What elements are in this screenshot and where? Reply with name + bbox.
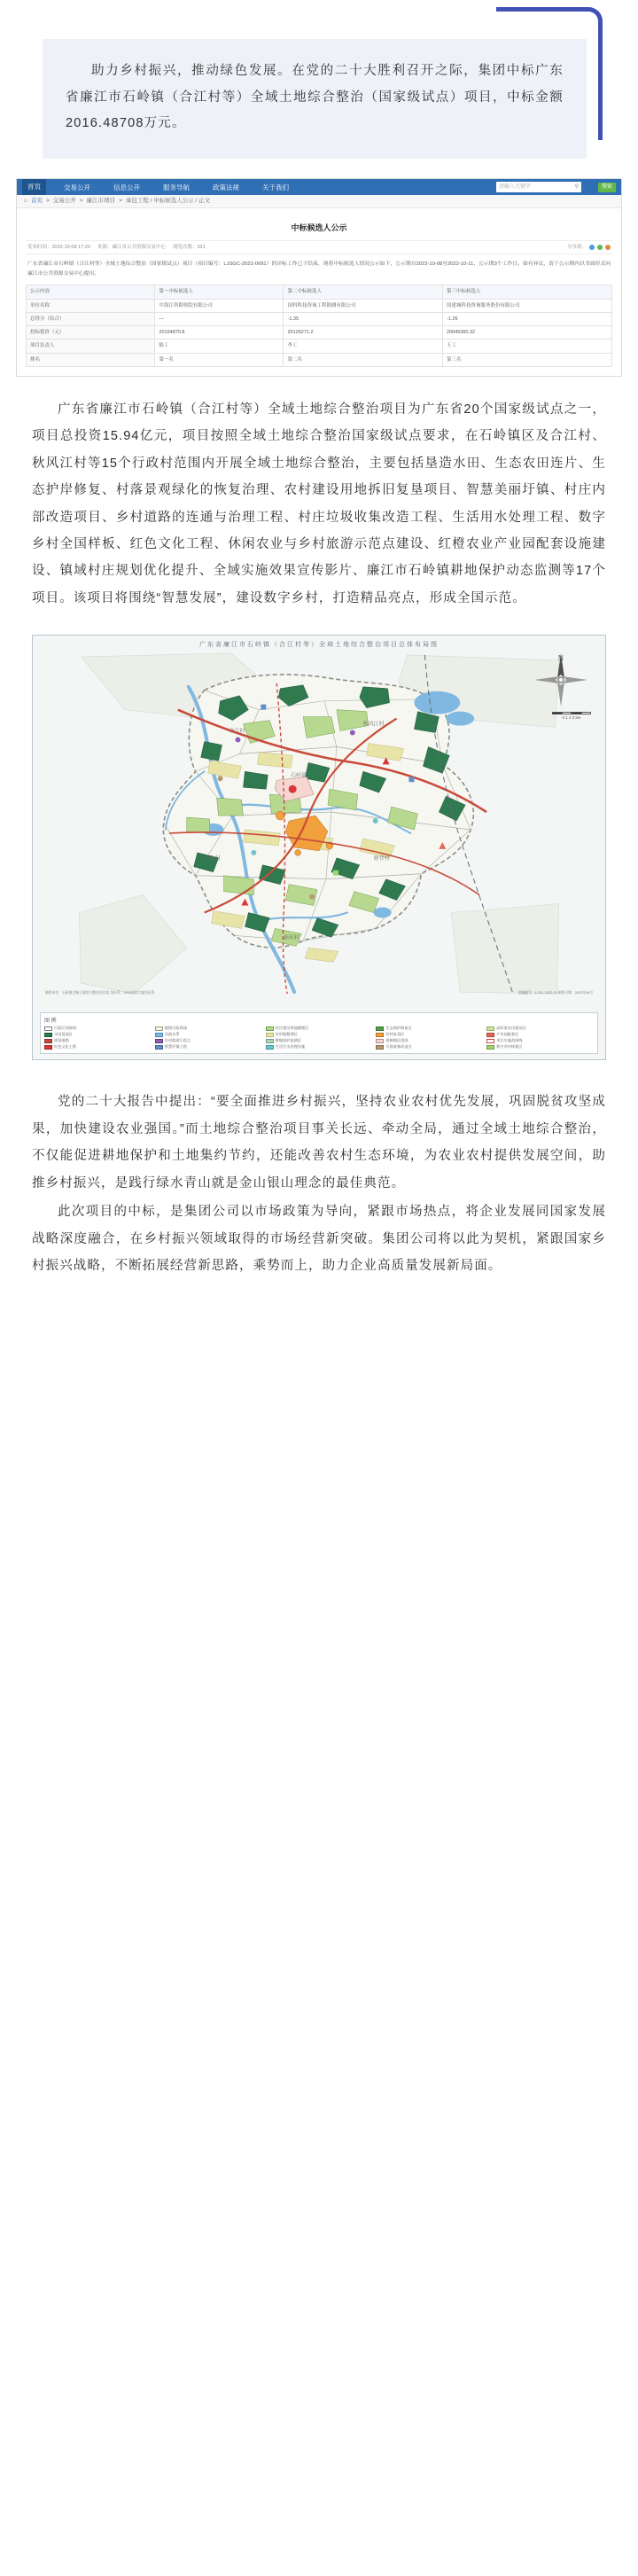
legend-swatch [44, 1026, 52, 1031]
project-layout-map [32, 635, 606, 1060]
breadcrumb-sep-2: > [79, 198, 83, 205]
row-cell-2: -1.35 [284, 312, 443, 325]
legend-label: 耕地保护监测区 [275, 1038, 301, 1043]
publish-source: 来源：廉江市公共资源交易中心 [97, 244, 166, 250]
breadcrumb-item-project[interactable]: 廉江市项目 [86, 198, 116, 205]
row-cell-2: 李工 [284, 340, 443, 353]
table-row [27, 340, 612, 353]
svg-text:秋风江村: 秋风江村 [362, 722, 385, 728]
paragraph-policy-context: 党的二十大报告中提出：“要全面推进乡村振兴，坚持农业农村优先发展，巩固脱贫攻坚成果，加快建设农业强国。”而土地综合整治项目事关长远、牵动全局，通过全域土地综合整治，不仅能促进耕地保护和土地集约节约，还能改善农村生态环境，为农业农村提供发展空间，助推乡村振兴，是践行绿水青山就是金山银山理念的最佳典范。 [32, 1095, 606, 1190]
legend-item [266, 1038, 373, 1043]
map-title: 广东省廉江市石岭镇（合江村等）全域土地综合整治项目总体布局图 [199, 642, 439, 649]
legend-swatch [44, 1039, 52, 1043]
legend-item [44, 1032, 152, 1037]
paragraph-company-outlook: 此次项目的中标，是集团公司以市场政策为导向，紧跟市场热点，将企业发展同国家发展战略深度融合，在乡村振兴领域取得的市场经营新突破。集团公司将以此为契机，紧跟国家乡村振兴战略，不断拓展经营新思路，乘势而上，助力企业高质量发展新局面。 [32, 1205, 606, 1273]
legend-label: 垃圾收集改造点 [385, 1044, 412, 1050]
legend-label: 生态保护修复区 [385, 1026, 412, 1031]
nav-item-home[interactable]: 首页 [22, 179, 46, 195]
nav-item-info-public[interactable]: 信息公开 [113, 183, 140, 191]
breadcrumb-item-home[interactable]: 首页 [30, 198, 43, 205]
legend-label: 镇级行政界线 [164, 1026, 187, 1031]
legend-item [44, 1044, 152, 1050]
table-row [27, 312, 612, 325]
row-cell-3: 王工 [443, 340, 612, 353]
legend-item [376, 1038, 483, 1043]
legend-item [266, 1044, 373, 1050]
share-group [567, 244, 611, 251]
legend-swatch [266, 1033, 274, 1037]
legend-swatch [155, 1026, 163, 1031]
publish-date: 发布时间：2022-10-08 17:20 [27, 244, 90, 250]
search-placeholder: 请输入关键字 [498, 183, 531, 190]
legend-item [376, 1032, 483, 1037]
nav-item-trade-public[interactable]: 交易公开 [64, 183, 90, 191]
svg-text:塘背村: 塘背村 [373, 856, 390, 863]
view-count: 浏览次数：331 [172, 244, 206, 250]
map-note-left: 制图单位：石岭镇全域土地综合整治项目组 坐标系：2000国家大地坐标系 [45, 990, 155, 995]
legend-item [266, 1026, 373, 1031]
lead-section [0, 0, 638, 173]
notice-meta [26, 240, 612, 254]
legend-item [155, 1038, 262, 1043]
legend-swatch [44, 1033, 52, 1037]
breadcrumb-sep-3: > [119, 198, 122, 205]
row-label: 项目负责人 [27, 340, 155, 353]
legend-swatch [486, 1045, 494, 1050]
website-screenshot [16, 178, 622, 377]
map-legend [40, 1012, 598, 1054]
table-row [27, 353, 612, 366]
svg-text:合江村: 合江村 [229, 729, 245, 735]
row-cell-3: -1.26 [443, 312, 612, 325]
legend-label: 建制镇区范围 [385, 1038, 408, 1043]
row-cell-2: 20126271.2 [284, 326, 443, 340]
home-icon[interactable]: ⌂ [24, 198, 27, 205]
paragraph-project-overview: 广东省廉江市石岭镇（合江村等）全域土地综合整治项目为广东省20个国家级试点之一，项目总投资15.94亿元，项目按照全域土地综合整治国家级试点要求，在石岭镇区及合江村、秋风江村等15个行政村范围内开展全域土地综合整治，主要包括垦造水田、生态农田连片、生态护岸修复、村落景观绿化的恢复治理、农村建设用地拆旧复垦项目、智慧美丽圩镇、村庄内部改造项目、乡村道路的连通与治理工程、村庄垃圾收集改造工程、生活用水处理工程、数字乡村全国样板、红色文化工程、休闲农业与乡村旅游示范点建设、红橙农业产业园配套设施建设、镇域村庄规划优化提升、全域实施效果宣传影片、廉江市石岭镇耕地保护动态监测等17个项目。该项目将围绕“智慧发展”，建设数字乡村，打造精品亮点，形成全国示范。 [32, 402, 606, 605]
map-note-right: 图幅编号：LJ-SL-2022-01 制图日期：2022年09月 [517, 990, 593, 995]
map-scale-bar [552, 712, 591, 720]
table-row [27, 299, 612, 312]
legend-item [486, 1044, 594, 1050]
row-cell-3: 第三名 [443, 353, 612, 366]
article-main-text [0, 377, 638, 620]
legend-item [44, 1038, 152, 1043]
row-cell-1: 20164870.8 [155, 326, 284, 340]
scale-bar-graphic [552, 712, 591, 714]
legend-label: 乡村旅游示范点 [164, 1038, 191, 1043]
table-row [27, 326, 612, 340]
legend-swatch [376, 1026, 384, 1031]
row-cell-1: — [155, 312, 284, 325]
legend-label: 生活污水处理设施 [275, 1044, 306, 1050]
breadcrumb-item-trade[interactable]: 交易公开 [52, 198, 76, 205]
nav-item-about-us[interactable]: 关于我们 [262, 183, 289, 191]
candidates-table [26, 285, 612, 367]
col-header-3: 第三中标候选人 [443, 285, 612, 299]
legend-label: 行政区划界线 [54, 1026, 77, 1031]
legend-label: 河流水系 [164, 1032, 180, 1037]
legend-swatch [376, 1039, 384, 1043]
breadcrumb-sep-1: > [45, 198, 50, 205]
svg-text:石岭镇: 石岭镇 [291, 773, 307, 779]
legend-label: 智慧圩镇工程 [164, 1044, 187, 1050]
legend-label: 水田垦造区 [54, 1032, 73, 1037]
nav-item-service-guide[interactable]: 服务导航 [163, 183, 190, 191]
legend-swatch [44, 1045, 52, 1050]
row-cell-1: 第一名 [155, 353, 284, 366]
nav-item-policy[interactable]: 政策法规 [213, 183, 239, 191]
legend-label: 旧村复垦区 [385, 1032, 405, 1037]
legend-item [376, 1044, 483, 1050]
article-closing-text [0, 1069, 638, 1286]
breadcrumb [17, 195, 621, 208]
col-header-1: 第一中标候选人 [155, 285, 284, 299]
scale-bar-label: 0 1 2 3 km [562, 715, 581, 721]
row-label: 投标报价（元） [27, 326, 155, 340]
legend-swatch [486, 1026, 494, 1031]
row-label: 单位名称 [27, 299, 155, 312]
row-cell-1: 陈工 [155, 340, 284, 353]
legend-swatch [155, 1033, 163, 1037]
legend-label: 高标准农田建设区 [496, 1026, 526, 1031]
notice-title: 中标候选人公示 [291, 223, 347, 233]
legend-title: 图 例 [44, 1019, 57, 1025]
row-cell-3: 国建城科技咨询服务股份有限公司 [443, 299, 612, 312]
notice-paragraph: 广东省廉江市石岭镇（合江村等）全域土地综合整治（国家级试点）项目（项目编号：LJSGC-2022-0091）的评标工作已于结束，现将中标候选人情况公示如下，公示期自2022-10-08至2022-10-11，公示期3个工作日。如有异议，请于公示期内以书面形式向廉江市公共资源交易中心提出。 [27, 261, 611, 277]
share-icon-wechat[interactable] [597, 245, 603, 250]
legend-item [486, 1032, 594, 1037]
legend-label: 农用地整理区 [275, 1032, 298, 1037]
legend-swatch [266, 1045, 274, 1050]
article-body [17, 208, 621, 376]
map-canvas [40, 648, 598, 1001]
legend-swatch [486, 1033, 494, 1037]
legend-label: 规划道路 [54, 1038, 69, 1043]
row-cell-1: 中海江咨勘察院有限公司 [155, 299, 284, 312]
share-icon-qq[interactable] [605, 245, 611, 250]
share-label: 分享到： [566, 244, 587, 250]
legend-swatch [266, 1026, 274, 1031]
row-cell-3: 20045360.32 [443, 326, 612, 340]
search-input[interactable] [496, 182, 581, 192]
lead-paragraph: 助力乡村振兴，推动绿色发展。在党的二十大胜利召开之际，集团中标广东省廉江市石岭镇（合江村等）全域土地综合整治（国家级试点）项目，中标金额2016.48708万元。 [43, 39, 587, 159]
col-header-0: 公示内容 [27, 285, 155, 299]
legend-swatch [376, 1045, 384, 1050]
legend-item [44, 1026, 152, 1031]
search-icon[interactable]: ⚲ [574, 183, 579, 190]
legend-item [486, 1038, 594, 1043]
legend-label: 数字乡村样板区 [496, 1044, 523, 1050]
site-navbar [17, 179, 621, 195]
share-icon-weibo[interactable] [589, 245, 595, 250]
legend-label: 产业园配套区 [496, 1032, 519, 1037]
legend-item [486, 1026, 594, 1031]
legend-swatch [155, 1045, 163, 1050]
compass-rose-icon [533, 652, 589, 708]
svg-text:新屋村: 新屋村 [284, 935, 300, 941]
row-label: 总得分（综合） [27, 312, 155, 325]
col-header-2: 第二中标候选人 [284, 285, 443, 299]
legend-label: 项目实施范围线 [496, 1038, 523, 1043]
legend-label: 红色文化工程 [54, 1044, 77, 1050]
map-graphic [40, 648, 598, 1001]
row-label: 排名 [27, 353, 155, 366]
legend-item [155, 1044, 262, 1050]
legend-label: 村庄建设用地整理区 [275, 1026, 309, 1031]
legend-swatch [486, 1039, 494, 1043]
row-cell-2: 第二名 [284, 353, 443, 366]
legend-item [376, 1026, 483, 1031]
legend-swatch [266, 1039, 274, 1043]
legend-swatch [376, 1033, 384, 1037]
legend-grid [44, 1026, 594, 1050]
svg-text:山角村: 山角村 [204, 856, 221, 863]
search-button[interactable]: 搜索 [598, 183, 616, 192]
legend-swatch [155, 1039, 163, 1043]
legend-item [266, 1032, 373, 1037]
legend-item [155, 1026, 262, 1031]
table-header-row [27, 285, 612, 299]
svg-text:N: N [558, 654, 564, 663]
breadcrumb-item-current: 承包工程 / 中标候选人公示 / 正文 [125, 198, 211, 205]
row-cell-2: 国科科技咨询工程勘测有限公司 [284, 299, 443, 312]
legend-item [155, 1032, 262, 1037]
